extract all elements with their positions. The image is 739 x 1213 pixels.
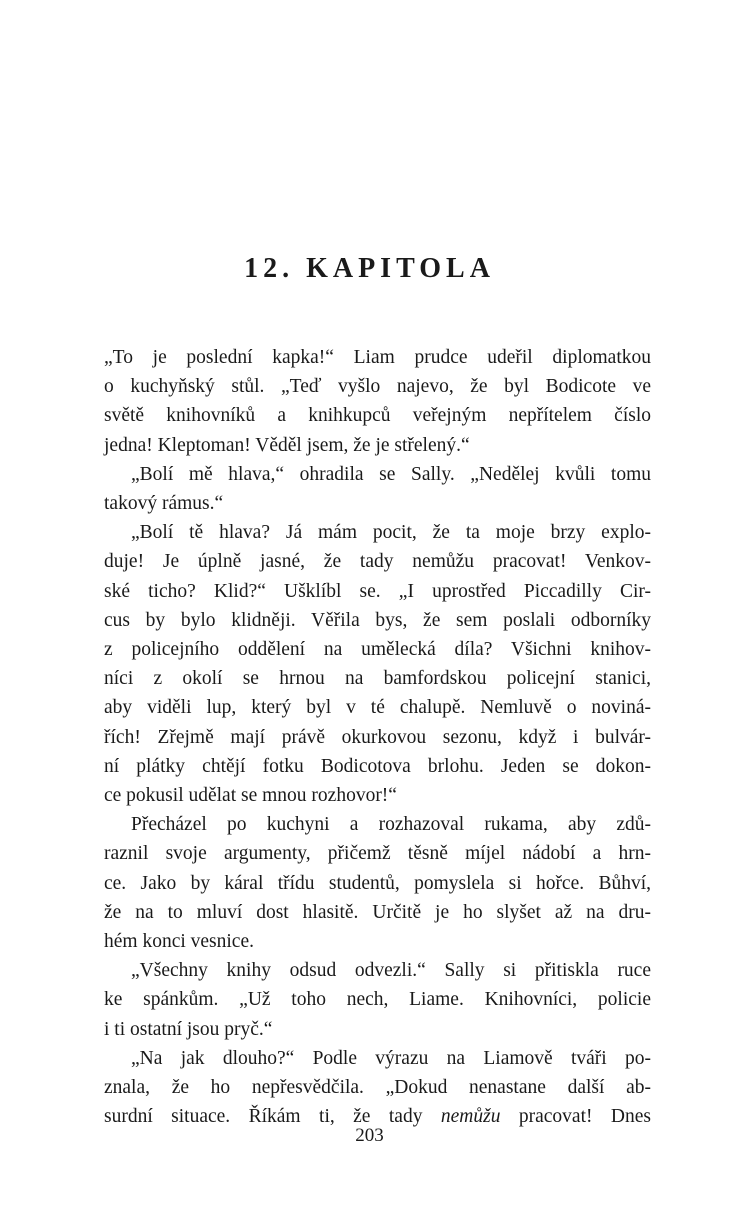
text-fragment: surdní situace. Říkám ti, že tady [104, 1106, 441, 1128]
text-line: že na to mluví dost hlasitě. Určitě je ho slyšet až na dru- [104, 901, 651, 923]
emphasis-text: nemůžu [440, 1106, 501, 1128]
text-line: řích! Zřejmě mají právě okurkovou sezonu, když i bulvár- [104, 726, 651, 748]
chapter-title: 12. KAPITOLA [244, 253, 495, 284]
text-line: ke spánkům. „Už toho nech, Liame. Knihovníci, policie [104, 989, 651, 1011]
text-line: o kuchyňský stůl. „Teď vyšlo najevo, že byl Bodicote ve [104, 376, 651, 398]
text-line: „Všechny knihy odsud odvezli.“ Sally si přitiskla ruce [131, 960, 651, 982]
text-line: raznil svoje argumenty, přičemž těsně míjel nádobí a hrn- [104, 843, 651, 865]
text-line: jedna! Kleptoman! Věděl jsem, že je střelený.“ [104, 434, 470, 456]
text-line: Přecházel po kuchyni a rozhazoval rukama, aby zdů- [131, 814, 651, 836]
text-line: níci z okolí se hrnou na bamfordskou policejní stanici, [104, 668, 651, 690]
text-line: ské ticho? Klid?“ Ušklíbl se. „I uprostřed Piccadilly Cir- [104, 580, 651, 602]
text-line: cus by bylo klidněji. Věřila bys, že sem poslali odborníky [104, 609, 651, 631]
text-line: aby viděli lup, který byl v té chalupě. Nemluvě o noviná- [104, 697, 651, 719]
text-line: světě knihovníků a knihkupců veřejným nepřítelem číslo [104, 405, 651, 427]
text-line: hém konci vesnice. [104, 931, 254, 953]
text-line: „Bolí mě hlava,“ ohradila se Sally. „Nedělej kvůli tomu [131, 463, 651, 485]
text-line: ce. Jako by káral třídu studentů, pomyslela si hořce. Bůhví, [104, 872, 651, 894]
text-line: „Na jak dlouho?“ Podle výrazu na Liamově tváři po- [131, 1047, 651, 1069]
text-fragment: pracovat! Dnes [500, 1106, 651, 1128]
page-number: 203 [355, 1125, 384, 1146]
text-line: ní plátky chtějí fotku Bodicotova brlohu. Jeden se dokon- [104, 755, 651, 777]
text-line: duje! Je úplně jasné, že tady nemůžu pracovat! Venkov- [104, 551, 651, 573]
text-line: znala, že ho nepřesvědčila. „Dokud nenastane další ab- [104, 1077, 651, 1099]
text-line: „Bolí tě hlava? Já mám pocit, že ta moje brzy explo- [131, 522, 651, 544]
text-line: takový rámus.“ [104, 493, 224, 515]
text-line: i ti ostatní jsou pryč.“ [104, 1018, 273, 1040]
text-line: z policejního oddělení na umělecká díla? Všichni knihov- [104, 639, 651, 661]
body-text [104, 343, 651, 1131]
text-line: ce pokusil udělat se mnou rozhovor!“ [104, 785, 397, 807]
text-line: „To je poslední kapka!“ Liam prudce udeřil diplomatkou [104, 347, 651, 368]
